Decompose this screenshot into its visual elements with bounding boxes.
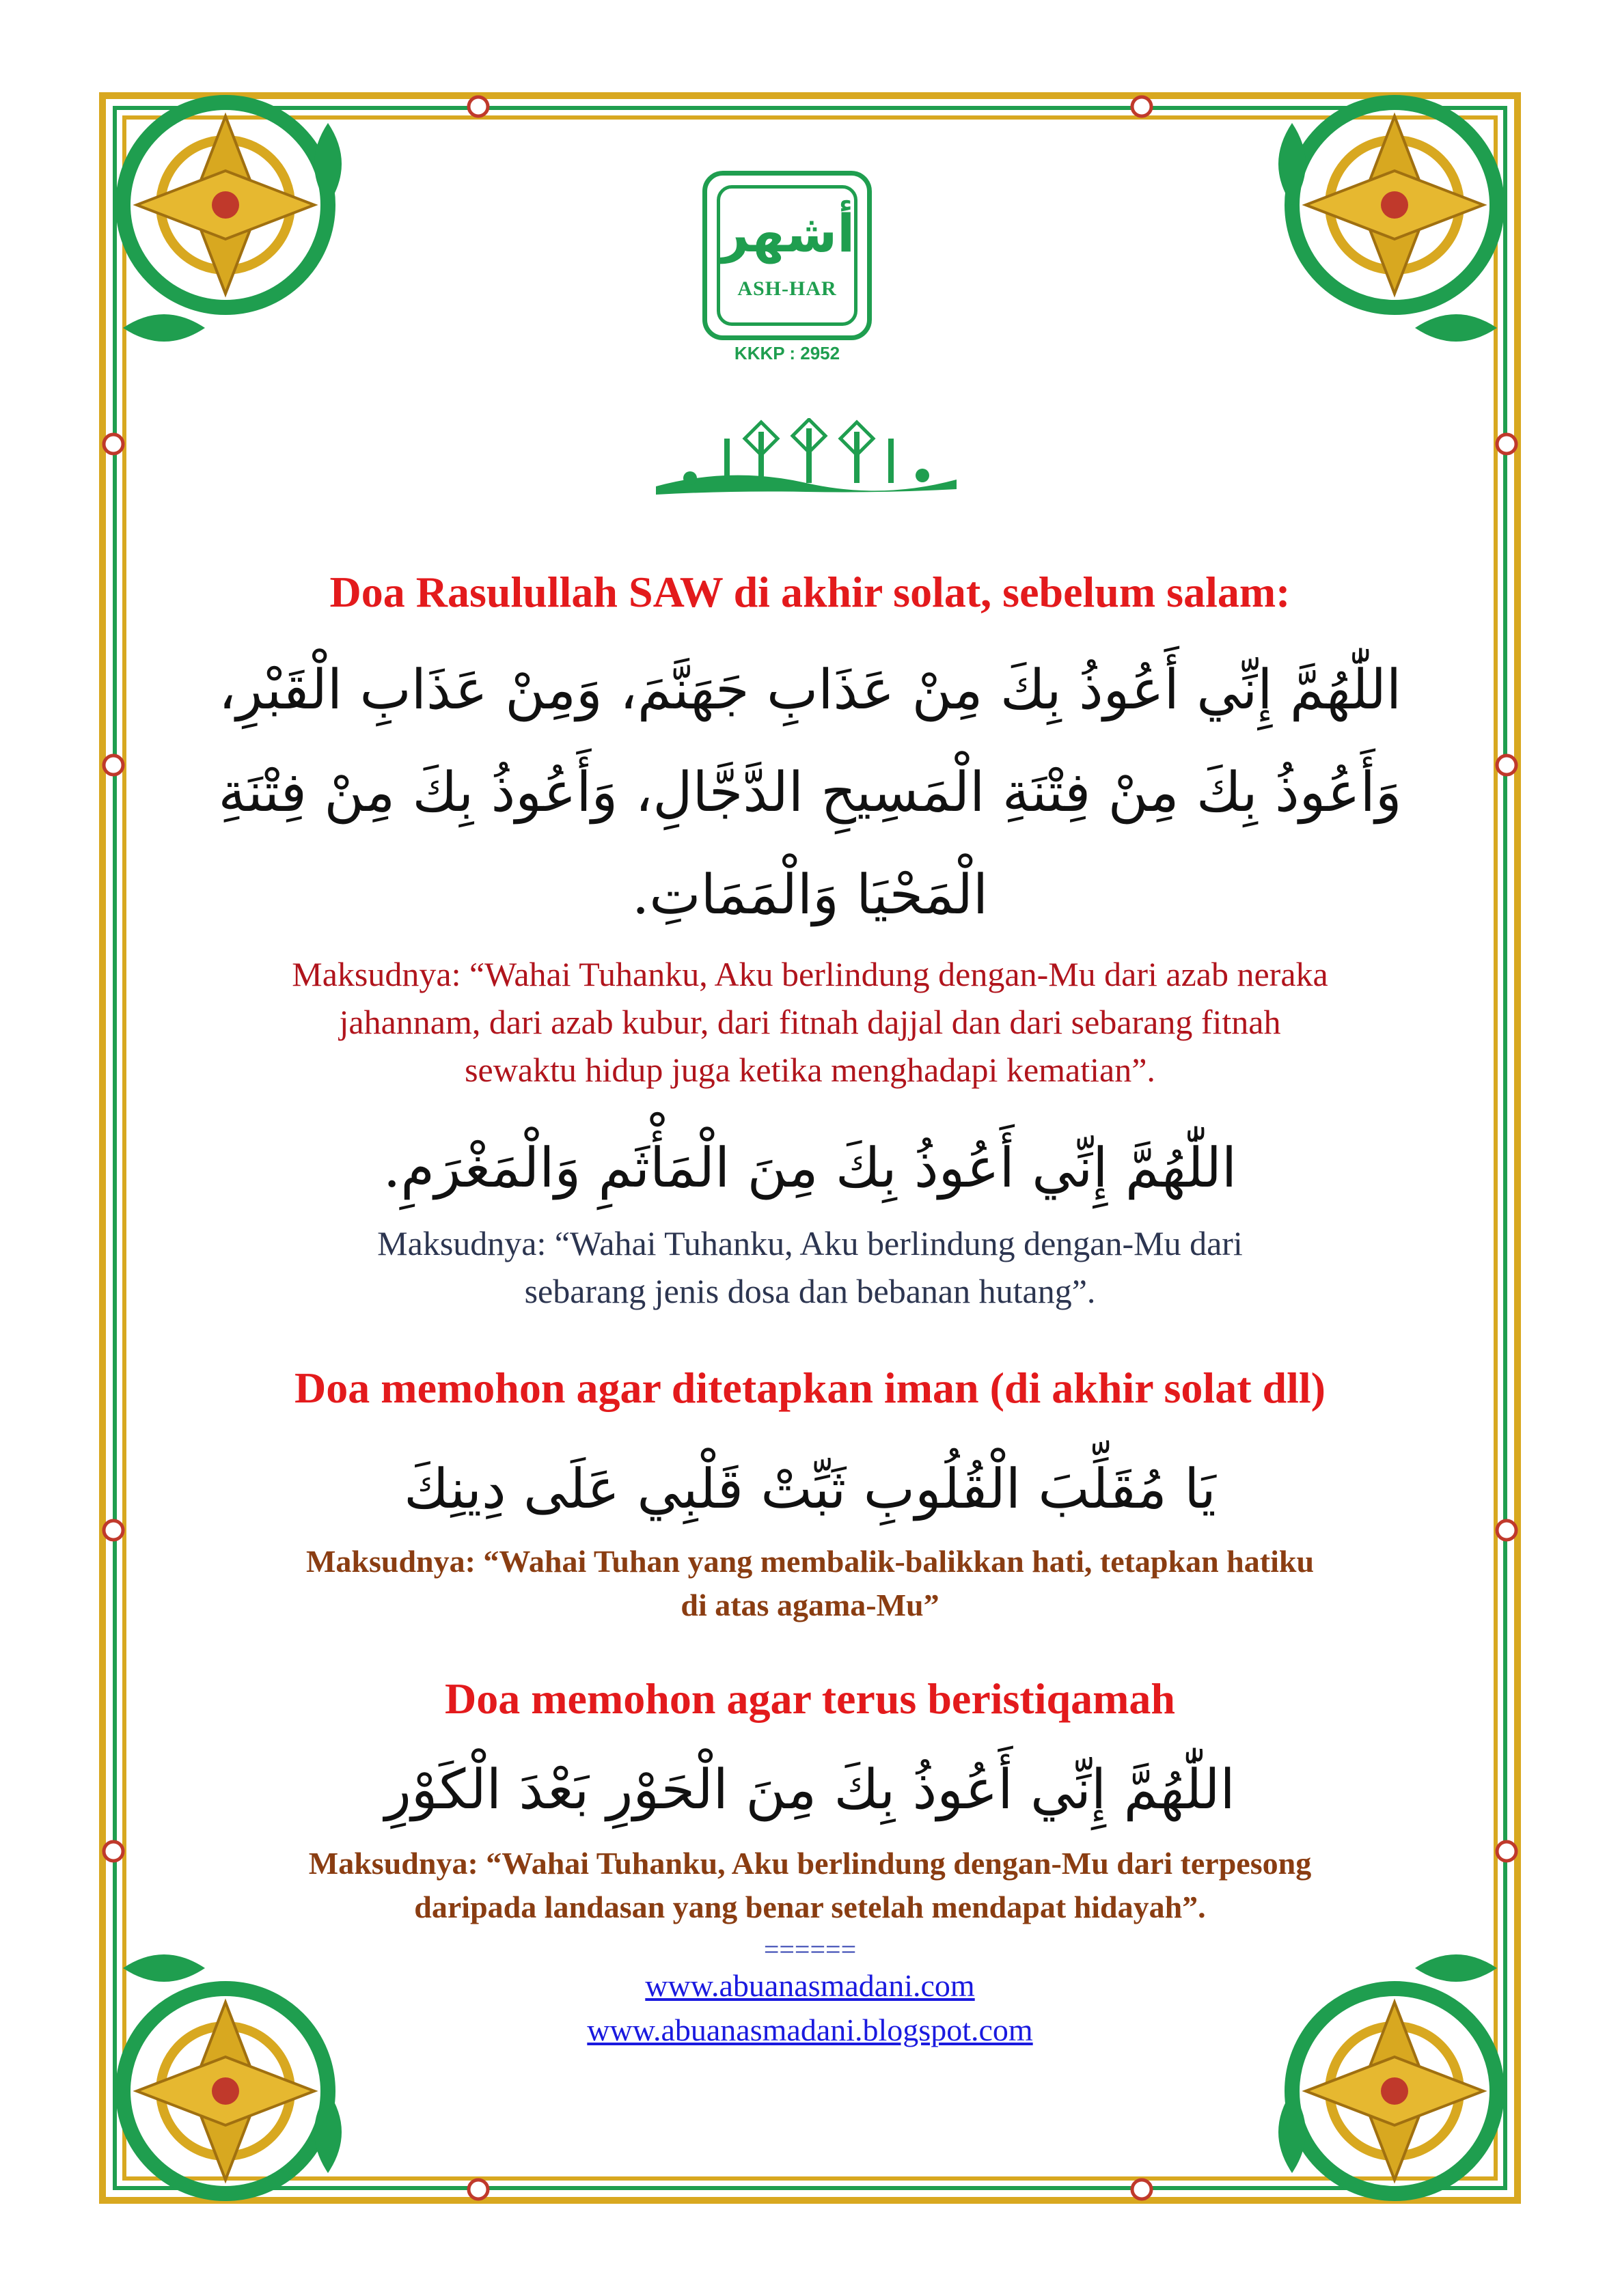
section-1-translation-line-1: Maksudnya: “Wahai Tuhanku, Aku berlindung dengan-Mu dari azab neraka: [292, 955, 1328, 993]
section-4-translation-line-2: daripada landasan yang benar setelah mendapat hidayah”.: [414, 1890, 1206, 1924]
website-link[interactable]: www.abuanasmadani.com: [645, 1968, 975, 2003]
registration-number: KKKP : 2952: [734, 343, 840, 363]
section-1-heading: Doa Rasulullah SAW di akhir solat, sebelum salam:: [329, 568, 1291, 616]
logo-latin-text: ASH-HAR: [737, 277, 837, 300]
section-1-arabic-line-2: وَأَعُوذُ بِكَ مِنْ فِتْنَةِ الْمَسِيحِ الدَّجَّالِ، وَأَعُوذُ بِكَ مِنْ فِتْنَةِ: [218, 760, 1402, 824]
section-1-translation-line-3: sewaktu hidup juga ketika menghadapi kematian”.: [465, 1051, 1155, 1089]
section-2-translation-line-1: Maksudnya: “Wahai Tuhanku, Aku berlindung dengan-Mu dari: [377, 1224, 1243, 1262]
logo-arabic-text: أشهر: [719, 203, 855, 264]
page-content: [164, 0, 1456, 2296]
section-4-translation-line-1: Maksudnya: “Wahai Tuhanku, Aku berlindung dengan-Mu dari terpesong: [308, 1846, 1312, 1881]
section-4-heading: Doa memohon agar terus beristiqamah: [445, 1674, 1175, 1723]
section-1-arabic-line-3: الْمَحْيَا وَالْمَمَاتِ.: [631, 863, 989, 926]
section-1-arabic-line-1: اللّٰهُمَّ إِنِّي أَعُوذُ بِكَ مِنْ عَذَابِ جَهَنَّمَ، وَمِنْ عَذَابِ الْقَبْرِ،: [218, 658, 1402, 721]
section-3-heading: Doa memohon agar ditetapkan iman (di akhir solat dll): [294, 1364, 1326, 1412]
section-2-translation-line-2: sebarang jenis dosa dan bebanan hutang”.: [524, 1272, 1096, 1310]
section-3-translation-line-2: di atas agama-Mu”: [681, 1588, 939, 1622]
section-2-arabic-line-1: اللّٰهُمَّ إِنِّي أَعُوذُ بِكَ مِنَ الْمَأْثَمِ وَالْمَغْرَمِ.: [383, 1136, 1237, 1200]
ash-har-logo: [702, 171, 872, 340]
section-3-translation-line-1: Maksudnya: “Wahai Tuhan yang membalik-balikkan hati, tetapkan hatiku: [305, 1544, 1315, 1579]
footer-separator: ======: [763, 1934, 857, 1965]
section-3-arabic-line-1: يَا مُقَلِّبَ الْقُلُوبِ ثَبِّتْ قَلْبِي عَلَى دِينِكَ: [404, 1457, 1216, 1521]
section-4-arabic-line-1: اللّٰهُمَّ إِنِّي أَعُوذُ بِكَ مِنَ الْحَوْرِ بَعْدَ الْكَوْرِ: [385, 1758, 1235, 1821]
blog-link[interactable]: www.abuanasmadani.blogspot.com: [587, 2013, 1033, 2047]
basmalah-calligraphy-icon: [649, 418, 963, 500]
section-1-translation-line-2: jahannam, dari azab kubur, dari fitnah dajjal dan dari sebarang fitnah: [339, 1003, 1281, 1041]
